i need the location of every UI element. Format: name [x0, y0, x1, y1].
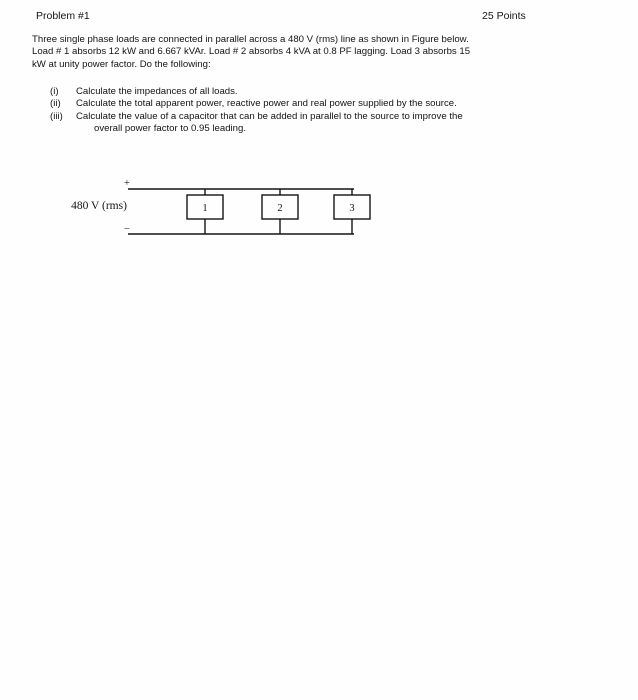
source-label: 480 V (rms)	[71, 200, 127, 212]
load-2-label: 2	[277, 203, 283, 214]
statement-line: Three single phase loads are connected in parallel across a 480 V (rms) line as shown in Figure below.	[32, 34, 469, 45]
task-number: (i)	[50, 86, 59, 97]
task-number: (iii)	[50, 110, 63, 122]
load-1-label: 1	[202, 203, 208, 214]
statement-line: Load # 1 absorbs 12 kW and 6.667 kVAr. Load # 2 absorbs 4 kVA at 0.8 PF lagging. Load 3 absorbs 15	[32, 46, 471, 58]
statement-line: kW at unity power factor. Do the following:	[32, 58, 211, 70]
task-text: Calculate the impedances of all loads.	[76, 86, 238, 97]
problem-title: Problem #1	[36, 10, 90, 22]
task-text: Calculate the total apparent power, reactive power and real power supplied by the source.	[76, 98, 457, 110]
minus-sign: –	[124, 223, 130, 234]
task-continuation: overall power factor to 0.95 leading.	[94, 123, 246, 135]
task-number: (ii)	[50, 98, 61, 110]
plus-sign: +	[124, 178, 130, 189]
load-3-label: 3	[349, 203, 355, 214]
task-text: Calculate the value of a capacitor that can be added in parallel to the source to improve the	[76, 110, 463, 122]
points-label: 25 Points	[482, 10, 526, 22]
